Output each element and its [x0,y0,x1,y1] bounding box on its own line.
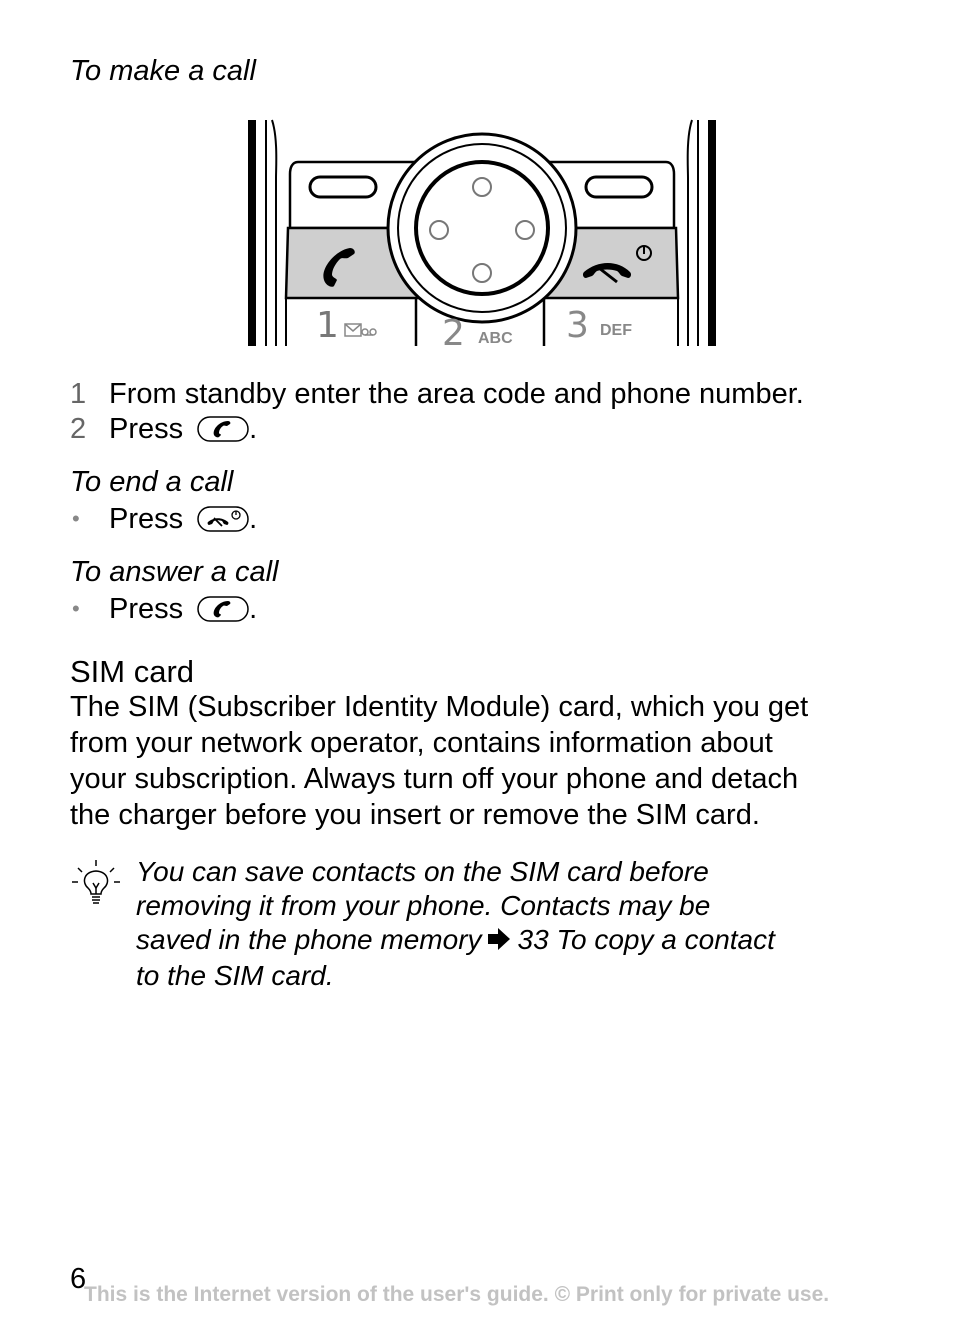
bullet-suffix: . [249,592,258,625]
sim-card-paragraph [70,689,890,833]
cross-reference-link[interactable]: 33 To copy a contact [517,924,775,955]
paragraph-line: The SIM (Subscriber Identity Module) card, which you get [70,691,809,723]
bullet: • [72,506,80,531]
arrow-right-icon [486,925,512,959]
bullet-text: Press [109,502,184,535]
key-3-label: 3 [566,305,589,346]
heading-make-call: To make a call [70,55,256,87]
paragraph-line: your subscription. Always turn off your phone and detach [70,763,799,795]
bullet-text: Press [109,592,184,625]
phone-keypad-illustration [246,118,718,354]
answer-call-bullet-item [70,591,257,627]
call-key-icon [197,415,249,443]
step-text: From standby enter the area code and phone number. [109,377,804,410]
paragraph-line: the charger before you insert or remove the SIM card. [70,799,760,831]
key-2-letters: ABC [478,330,513,347]
key-2-label: 2 [442,313,465,354]
step-number: 2 [70,412,87,445]
end-key-icon [197,505,249,533]
lightbulb-icon [70,858,122,910]
key-1-label: 1 [316,305,339,346]
footer-note: This is the Internet version of the user's guide. © Print only for private use. [84,1283,830,1306]
call-key-icon [197,595,249,623]
tip-line: You can save contacts on the SIM card before [136,856,709,887]
step-2 [70,411,257,447]
page-number: 6 [70,1263,87,1295]
tip-text [136,855,775,993]
bullet: • [72,596,80,621]
bullet-suffix: . [249,502,258,535]
key-3-letters: DEF [600,322,632,339]
heading-answer-call: To answer a call [70,556,279,588]
end-call-bullet-item [70,501,257,537]
step-1 [70,376,804,412]
tip-line-with-reference [136,923,775,959]
heading-end-call: To end a call [70,466,234,498]
section-title-sim-card: SIM card [70,654,195,689]
tip-line: removing it from your phone. Contacts may be [136,890,711,921]
step-suffix: . [249,412,258,445]
paragraph-line: from your network operator, contains information about [70,727,773,759]
tip-line-text: saved in the phone memory [136,924,482,955]
step-text: Press [109,412,184,445]
step-number: 1 [70,377,87,410]
tip-line: to the SIM card. [136,959,334,991]
